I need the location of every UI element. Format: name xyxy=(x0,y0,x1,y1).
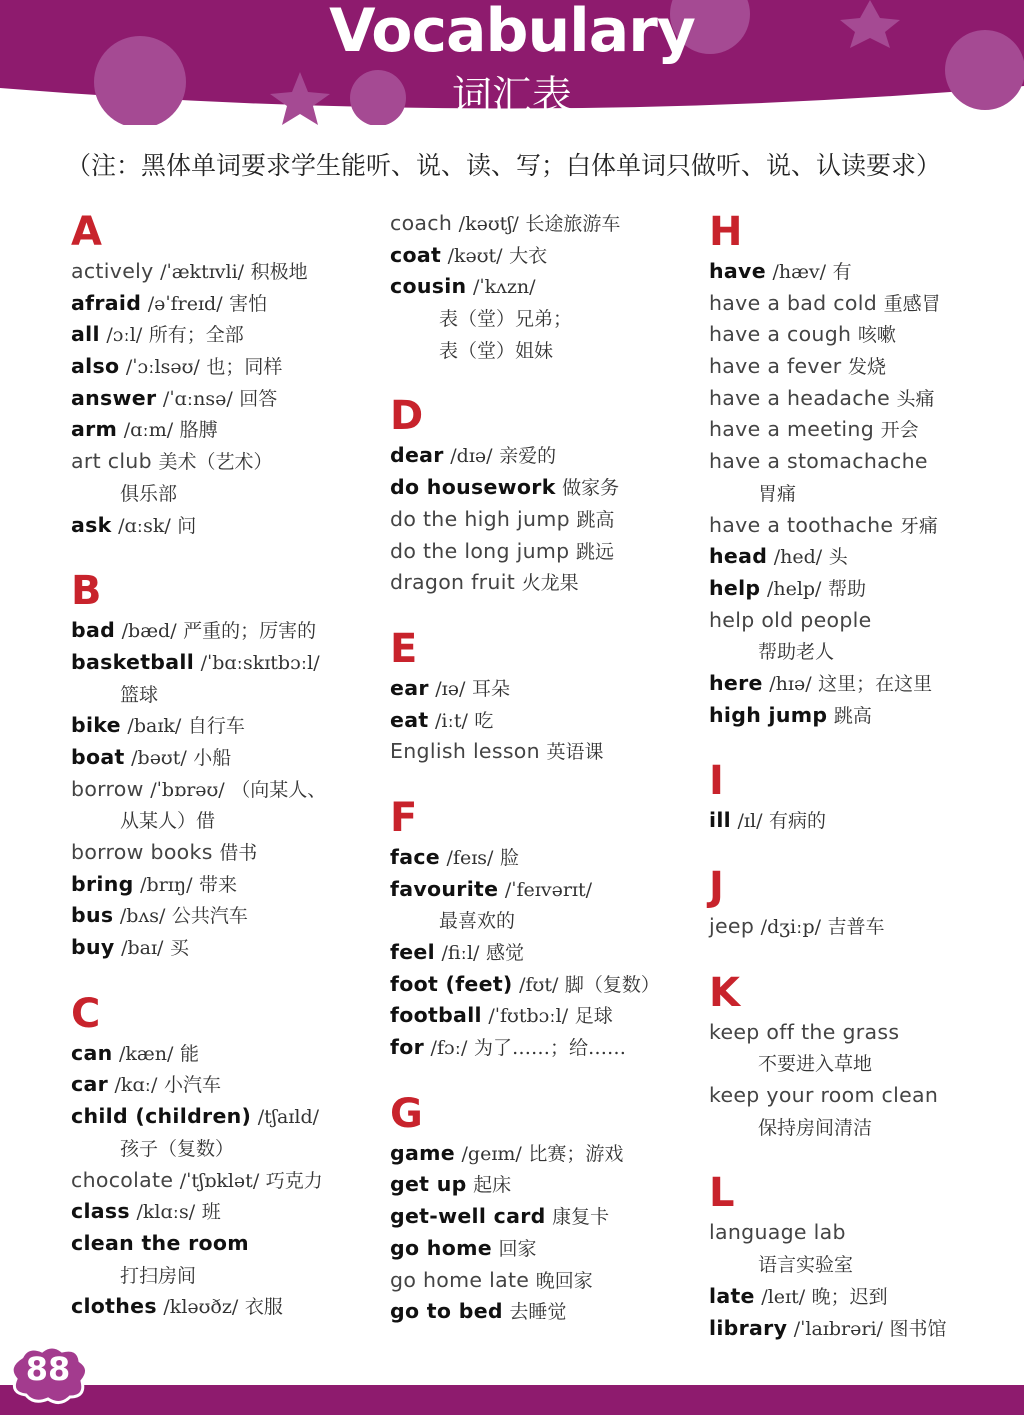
vocab-entry xyxy=(390,969,700,1001)
entry-word: ask xyxy=(71,512,112,537)
vocab-entry xyxy=(709,383,1019,415)
entry-word: jeep xyxy=(709,914,755,938)
entry-translation: 不要进入草地 xyxy=(758,1053,873,1076)
letter-heading-text: E xyxy=(390,625,418,672)
entry-phonetic: /fʊt/ xyxy=(519,973,559,996)
vocab-entry xyxy=(71,615,381,647)
entry-translation: 发烧 xyxy=(848,356,887,379)
entry-translation: 也；同样 xyxy=(206,356,283,379)
entry-translation: 公共汽车 xyxy=(171,905,248,928)
entry-translation: 打扫房间 xyxy=(120,1264,197,1287)
letter-heading-text: L xyxy=(709,1170,735,1217)
letter-heading xyxy=(709,943,1019,1017)
entry-translation: 胃痛 xyxy=(758,482,797,505)
vocab-entry xyxy=(390,567,700,599)
entry-translation: 头痛 xyxy=(896,387,935,410)
vocab-entry xyxy=(390,937,700,969)
entry-word: English lesson xyxy=(390,739,540,764)
vocab-entry xyxy=(390,1032,700,1064)
vocab-entry xyxy=(71,932,381,964)
entry-translation: 害怕 xyxy=(229,292,268,315)
letter-heading xyxy=(390,768,700,842)
entry-phonetic: /leɪt/ xyxy=(761,1285,806,1308)
entry-translation: 买 xyxy=(169,937,189,960)
vocab-entry xyxy=(390,472,700,504)
vocab-entry xyxy=(390,673,700,705)
entry-phonetic: /ˈbɑːskɪtbɔːl/ xyxy=(200,651,320,674)
entry-word: get up xyxy=(390,1172,467,1197)
entry-word: afraid xyxy=(71,290,142,315)
entry-phonetic: /hɪə/ xyxy=(769,672,812,695)
entry-word: class xyxy=(71,1199,130,1224)
vocab-entry xyxy=(709,1080,1019,1112)
entry-phonetic: /baɪ/ xyxy=(121,937,164,960)
entry-word: boat xyxy=(71,744,125,769)
entry-translation: 晚回家 xyxy=(535,1269,593,1292)
vocab-entry xyxy=(709,573,1019,605)
entry-phonetic: /bæd/ xyxy=(121,620,177,643)
vocab-entry xyxy=(71,256,381,288)
entry-translation: 牙痛 xyxy=(899,514,938,537)
entry-word: clothes xyxy=(71,1294,157,1319)
entry-word: basketball xyxy=(71,649,195,674)
vocab-entry xyxy=(71,383,381,415)
entry-translation: 比赛；游戏 xyxy=(528,1142,624,1165)
entry-word: bring xyxy=(71,871,134,896)
entry-word: language lab xyxy=(709,1220,846,1245)
entry-translation: 回答 xyxy=(239,387,278,410)
vocab-entry xyxy=(390,1296,700,1328)
vocab-entry xyxy=(71,319,381,351)
entry-word: have a meeting xyxy=(709,417,875,442)
entry-translation: 重感冒 xyxy=(883,292,941,315)
entry-continuation xyxy=(390,335,700,367)
entry-phonetic: /klɑːs/ xyxy=(136,1201,196,1224)
entry-phonetic: /hed/ xyxy=(773,546,823,569)
entry-translation: 带来 xyxy=(199,873,238,896)
entry-translation: 去睡觉 xyxy=(509,1301,567,1324)
entry-translation: 借书 xyxy=(219,842,258,864)
entry-translation: 保持房间清洁 xyxy=(758,1116,873,1139)
entry-word: clean the room xyxy=(71,1230,249,1255)
entry-translation: 严重的；厉害的 xyxy=(183,620,317,643)
entry-word: keep your room clean xyxy=(709,1083,939,1108)
vocab-column-1 xyxy=(71,182,381,1323)
vocab-entry xyxy=(71,1228,381,1260)
vocab-entry xyxy=(709,805,1019,837)
vocab-entry xyxy=(390,1201,700,1233)
entry-phonetic: /ɪə/ xyxy=(435,677,466,700)
letter-heading xyxy=(390,366,700,440)
entry-translation: 脸 xyxy=(499,846,519,869)
entry-word: art club xyxy=(71,449,152,474)
entry-translation: 语言实验室 xyxy=(758,1254,854,1277)
entry-translation: 晚；迟到 xyxy=(811,1285,888,1308)
entry-translation: 表（堂）兄弟； xyxy=(439,308,573,331)
entry-translation: 亲爱的 xyxy=(499,445,557,468)
entry-word: can xyxy=(71,1040,113,1065)
vocab-entry xyxy=(709,414,1019,446)
entry-phonetic: /tʃaɪld/ xyxy=(257,1106,320,1129)
header-banner xyxy=(0,0,1024,125)
entry-word: bad xyxy=(71,618,116,643)
letter-heading xyxy=(709,182,1019,256)
entry-word: face xyxy=(390,844,441,869)
vocab-entry xyxy=(709,319,1019,351)
letter-heading-text: J xyxy=(709,864,724,910)
entry-word: dragon fruit xyxy=(390,570,516,595)
vocab-entry xyxy=(390,1169,700,1201)
entry-word: chocolate xyxy=(71,1167,174,1192)
entry-phonetic: /geɪm/ xyxy=(461,1142,522,1165)
page-number: 88 xyxy=(25,1350,71,1388)
letter-heading-text: C xyxy=(71,990,101,1037)
entry-word: coach xyxy=(390,211,453,235)
entry-translation: 吉普车 xyxy=(827,916,885,938)
vocab-entry xyxy=(71,869,381,901)
entry-word: also xyxy=(71,354,120,379)
entry-word: keep off the grass xyxy=(709,1019,900,1044)
entry-phonetic: /hæv/ xyxy=(772,261,827,283)
entry-translation: 有病的 xyxy=(769,810,827,833)
entry-translation: 英语课 xyxy=(546,741,604,764)
letter-heading xyxy=(390,599,700,673)
entry-word: buy xyxy=(71,935,115,960)
vocab-entry xyxy=(709,288,1019,320)
entry-continuation xyxy=(71,805,381,837)
page-title: Vocabulary xyxy=(329,0,695,66)
vocab-entry xyxy=(709,1017,1019,1049)
entry-word: ear xyxy=(390,675,429,700)
entry-translation: 脚（复数） xyxy=(564,973,660,996)
vocab-entry xyxy=(709,351,1019,383)
letter-heading xyxy=(71,541,381,615)
entry-phonetic: /bʌs/ xyxy=(119,905,166,928)
vocab-entry xyxy=(71,1069,381,1101)
entry-translation: 能 xyxy=(179,1042,199,1065)
entry-phonetic: /baɪk/ xyxy=(127,715,182,738)
entry-translation: 图书馆 xyxy=(889,1317,947,1340)
vocab-entry xyxy=(71,1291,381,1323)
entry-translation: （向某人、 xyxy=(231,778,327,801)
vocab-entry xyxy=(709,256,1019,288)
vocab-column-3 xyxy=(709,182,1019,1344)
vocab-entry xyxy=(71,1165,381,1197)
entry-word: go home late xyxy=(390,1267,530,1292)
vocab-entry xyxy=(709,1281,1019,1313)
entry-word: here xyxy=(709,670,763,695)
entry-continuation xyxy=(71,478,381,510)
entry-word: have a bad cold xyxy=(709,290,878,315)
entry-word: football xyxy=(390,1003,482,1028)
vocab-entry xyxy=(71,710,381,742)
entry-word: child (children) xyxy=(71,1104,252,1129)
entry-word: car xyxy=(71,1072,108,1097)
entry-continuation xyxy=(709,478,1019,510)
letter-heading xyxy=(390,1064,700,1138)
entry-continuation xyxy=(390,905,700,937)
letter-heading-text: H xyxy=(709,209,743,255)
entry-translation: 从某人）借 xyxy=(120,810,216,833)
entry-translation: 巧克力 xyxy=(265,1169,323,1192)
vocab-entry xyxy=(390,240,700,272)
entry-word: game xyxy=(390,1140,455,1165)
entry-phonetic: /ɔːl/ xyxy=(106,324,143,347)
vocab-entry xyxy=(390,1233,700,1265)
entry-word: have a headache xyxy=(709,385,891,410)
entry-word: cousin xyxy=(390,274,467,299)
vocab-entry xyxy=(390,736,700,768)
entry-translation: 表（堂）姐妹 xyxy=(439,339,554,362)
entry-continuation xyxy=(390,303,700,335)
entry-word: borrow xyxy=(71,776,144,801)
entry-word: feel xyxy=(390,940,435,964)
letter-heading xyxy=(71,182,381,256)
entry-phonetic: /ɪl/ xyxy=(737,810,763,833)
entry-phonetic: /ˈɑːnsə/ xyxy=(162,387,233,410)
entry-translation: 开会 xyxy=(880,419,919,442)
vocab-entry xyxy=(709,605,1019,637)
vocab-entry xyxy=(390,874,700,906)
vocab-entry xyxy=(709,1313,1019,1345)
letter-heading xyxy=(71,964,381,1038)
entry-translation: 篮球 xyxy=(120,683,159,706)
entry-translation: 帮助老人 xyxy=(758,641,835,664)
entry-word: arm xyxy=(71,417,118,442)
entry-phonetic: /kɑː/ xyxy=(114,1074,158,1097)
entry-translation: 火龙果 xyxy=(521,572,579,595)
letter-heading xyxy=(709,837,1019,911)
letter-heading xyxy=(709,1143,1019,1217)
entry-phonetic: /dɪə/ xyxy=(450,445,493,468)
entry-word: ill xyxy=(709,808,731,833)
entry-translation: 最喜欢的 xyxy=(439,910,516,933)
vocab-entry xyxy=(390,440,700,472)
entry-translation: 有 xyxy=(832,261,852,283)
entry-translation: 起床 xyxy=(473,1174,512,1197)
entry-translation: 这里；在这里 xyxy=(818,672,933,695)
entry-word: do the high jump xyxy=(390,506,570,531)
entry-word: eat xyxy=(390,707,429,732)
vocab-entry xyxy=(390,504,700,536)
entry-word: get-well card xyxy=(390,1204,546,1229)
entry-continuation xyxy=(709,636,1019,668)
entry-translation: 问 xyxy=(177,514,197,537)
entry-word: bike xyxy=(71,713,121,738)
entry-word: help xyxy=(709,575,761,600)
vocab-column-2 xyxy=(390,208,700,1328)
entry-continuation xyxy=(71,1260,381,1292)
entry-phonetic: /help/ xyxy=(766,577,822,600)
entry-translation: 小汽车 xyxy=(163,1074,221,1097)
vocab-entry xyxy=(71,351,381,383)
vocab-entry xyxy=(71,446,381,478)
entry-translation: 班 xyxy=(201,1201,221,1224)
letter-heading xyxy=(709,731,1019,805)
entry-word: dear xyxy=(390,443,444,468)
entry-word: library xyxy=(709,1315,788,1340)
entry-phonetic: /ˈɔːlsəʊ/ xyxy=(125,356,200,379)
entry-phonetic: /brɪŋ/ xyxy=(140,873,193,896)
entry-phonetic: /kəʊtʃ/ xyxy=(458,213,519,235)
entry-phonetic: /ˈkʌzn/ xyxy=(472,276,536,299)
entry-continuation xyxy=(709,1249,1019,1281)
entry-phonetic: /ɑːm/ xyxy=(123,419,174,442)
entry-word: have a toothache xyxy=(709,512,894,537)
entry-phonetic: /fiːl/ xyxy=(441,942,480,964)
entry-word: go home xyxy=(390,1235,492,1260)
entry-word: coat xyxy=(390,242,442,267)
entry-translation: 跳高 xyxy=(576,508,615,531)
entry-translation: 为了……；给…… xyxy=(473,1037,626,1060)
vocab-entry xyxy=(71,1038,381,1070)
entry-word: help old people xyxy=(709,607,872,632)
letter-heading-text: I xyxy=(709,758,724,805)
entry-translation: 咳嗽 xyxy=(857,324,896,347)
entry-word: do housework xyxy=(390,475,556,500)
entry-phonetic: /dʒiːp/ xyxy=(760,916,822,938)
letter-heading-text: F xyxy=(390,794,418,841)
entry-translation: 所有；全部 xyxy=(148,324,244,347)
vocab-entry xyxy=(390,842,700,874)
entry-word: bus xyxy=(71,903,114,928)
entry-translation: 做家务 xyxy=(562,477,620,500)
entry-word: for xyxy=(390,1035,425,1060)
entry-word: head xyxy=(709,544,768,569)
entry-translation: 衣服 xyxy=(244,1296,283,1319)
vocab-entry xyxy=(71,510,381,542)
entry-phonetic: /ɑːsk/ xyxy=(118,514,171,537)
vocab-entry xyxy=(390,705,700,737)
vocab-entry xyxy=(390,271,700,303)
entry-word: do the long jump xyxy=(390,538,570,563)
entry-word: have xyxy=(709,259,766,283)
entry-phonetic: /ˈfʊtbɔːl/ xyxy=(488,1005,569,1028)
entry-translation: 胳膊 xyxy=(179,419,218,442)
entry-word: all xyxy=(71,322,100,347)
entry-translation: 耳朵 xyxy=(471,677,510,700)
entry-translation: 小船 xyxy=(193,746,232,769)
vocab-entry xyxy=(71,900,381,932)
vocab-entry xyxy=(71,414,381,446)
entry-phonetic: /kləʊðz/ xyxy=(163,1296,239,1319)
entry-continuation xyxy=(71,679,381,711)
entry-translation: 康复卡 xyxy=(552,1206,610,1229)
entry-translation: 吃 xyxy=(474,709,494,732)
letter-heading-text: G xyxy=(390,1090,423,1137)
entry-translation: 回家 xyxy=(498,1237,537,1260)
letter-heading-text: A xyxy=(71,209,102,255)
entry-translation: 积极地 xyxy=(250,261,308,283)
vocab-entry xyxy=(709,1217,1019,1249)
entry-word: foot (feet) xyxy=(390,971,513,996)
letter-heading-text: D xyxy=(390,393,424,440)
entry-phonetic: /kəʊt/ xyxy=(447,244,503,267)
entry-phonetic: /ˈfeɪvərɪt/ xyxy=(504,878,593,901)
entry-translation: 长途旅游车 xyxy=(525,213,621,235)
entry-translation: 跳远 xyxy=(576,540,615,563)
entry-phonetic: /ˈtʃɒklət/ xyxy=(179,1169,260,1192)
entry-word: have a stomachache xyxy=(709,449,928,474)
entry-word: high jump xyxy=(709,702,828,727)
footer-band xyxy=(0,1385,1024,1415)
vocab-entry xyxy=(709,510,1019,542)
entry-translation: 跳高 xyxy=(833,704,872,727)
entry-translation: 足球 xyxy=(574,1005,613,1028)
entry-word: answer xyxy=(71,385,157,410)
entry-phonetic: /bəʊt/ xyxy=(131,746,187,769)
entry-translation: 帮助 xyxy=(828,577,867,600)
entry-continuation xyxy=(709,1112,1019,1144)
vocab-entry xyxy=(71,1196,381,1228)
entry-word: borrow books xyxy=(71,840,213,864)
entry-continuation xyxy=(71,1133,381,1165)
entry-translation: 孩子（复数） xyxy=(120,1137,235,1160)
entry-phonetic: /ˈbɒrəʊ/ xyxy=(150,778,225,801)
vocab-entry xyxy=(71,647,381,679)
entry-phonetic: /iːt/ xyxy=(434,709,468,732)
entry-phonetic: /feɪs/ xyxy=(446,846,494,869)
entry-word: have a fever xyxy=(709,354,842,379)
page-subtitle: 词汇表 xyxy=(452,73,572,119)
entry-translation: 头 xyxy=(828,546,848,569)
letter-heading-text: K xyxy=(709,969,740,1016)
entry-phonetic: /fɔː/ xyxy=(430,1037,468,1060)
vocab-entry xyxy=(390,1265,700,1297)
vocab-entry xyxy=(71,837,381,869)
vocab-entry xyxy=(709,541,1019,573)
vocab-entry xyxy=(709,668,1019,700)
entry-word: late xyxy=(709,1283,755,1308)
entry-word: actively xyxy=(71,259,154,283)
vocab-entry xyxy=(390,536,700,568)
vocab-entry xyxy=(390,208,700,240)
vocab-entry xyxy=(709,446,1019,478)
entry-translation: 自行车 xyxy=(187,715,245,738)
vocab-entry xyxy=(390,1138,700,1170)
entry-translation: 感觉 xyxy=(485,942,524,964)
vocab-entry xyxy=(71,742,381,774)
entry-translation: 俱乐部 xyxy=(120,482,178,505)
vocab-entry xyxy=(709,700,1019,732)
entry-phonetic: /kæn/ xyxy=(119,1042,174,1065)
entry-continuation xyxy=(709,1048,1019,1080)
entry-phonetic: /əˈfreɪd/ xyxy=(147,292,223,315)
vocab-entry xyxy=(71,1101,381,1133)
entry-phonetic: /ˈæktɪvli/ xyxy=(160,261,245,283)
usage-note: （注：黑体单词要求学生能听、说、读、写；白体单词只做听、说、认读要求） xyxy=(66,151,942,180)
vocab-entry xyxy=(71,774,381,806)
entry-translation: 大衣 xyxy=(509,244,548,267)
vocab-entry xyxy=(390,1000,700,1032)
entry-word: go to bed xyxy=(390,1299,503,1324)
vocab-entry xyxy=(709,911,1019,943)
letter-heading-text: B xyxy=(71,568,102,615)
entry-word: have a cough xyxy=(709,322,852,347)
entry-translation: 美术（艺术） xyxy=(158,451,273,474)
entry-word: favourite xyxy=(390,876,499,901)
vocab-entry xyxy=(71,288,381,320)
entry-phonetic: /ˈlaɪbrəri/ xyxy=(793,1317,883,1340)
